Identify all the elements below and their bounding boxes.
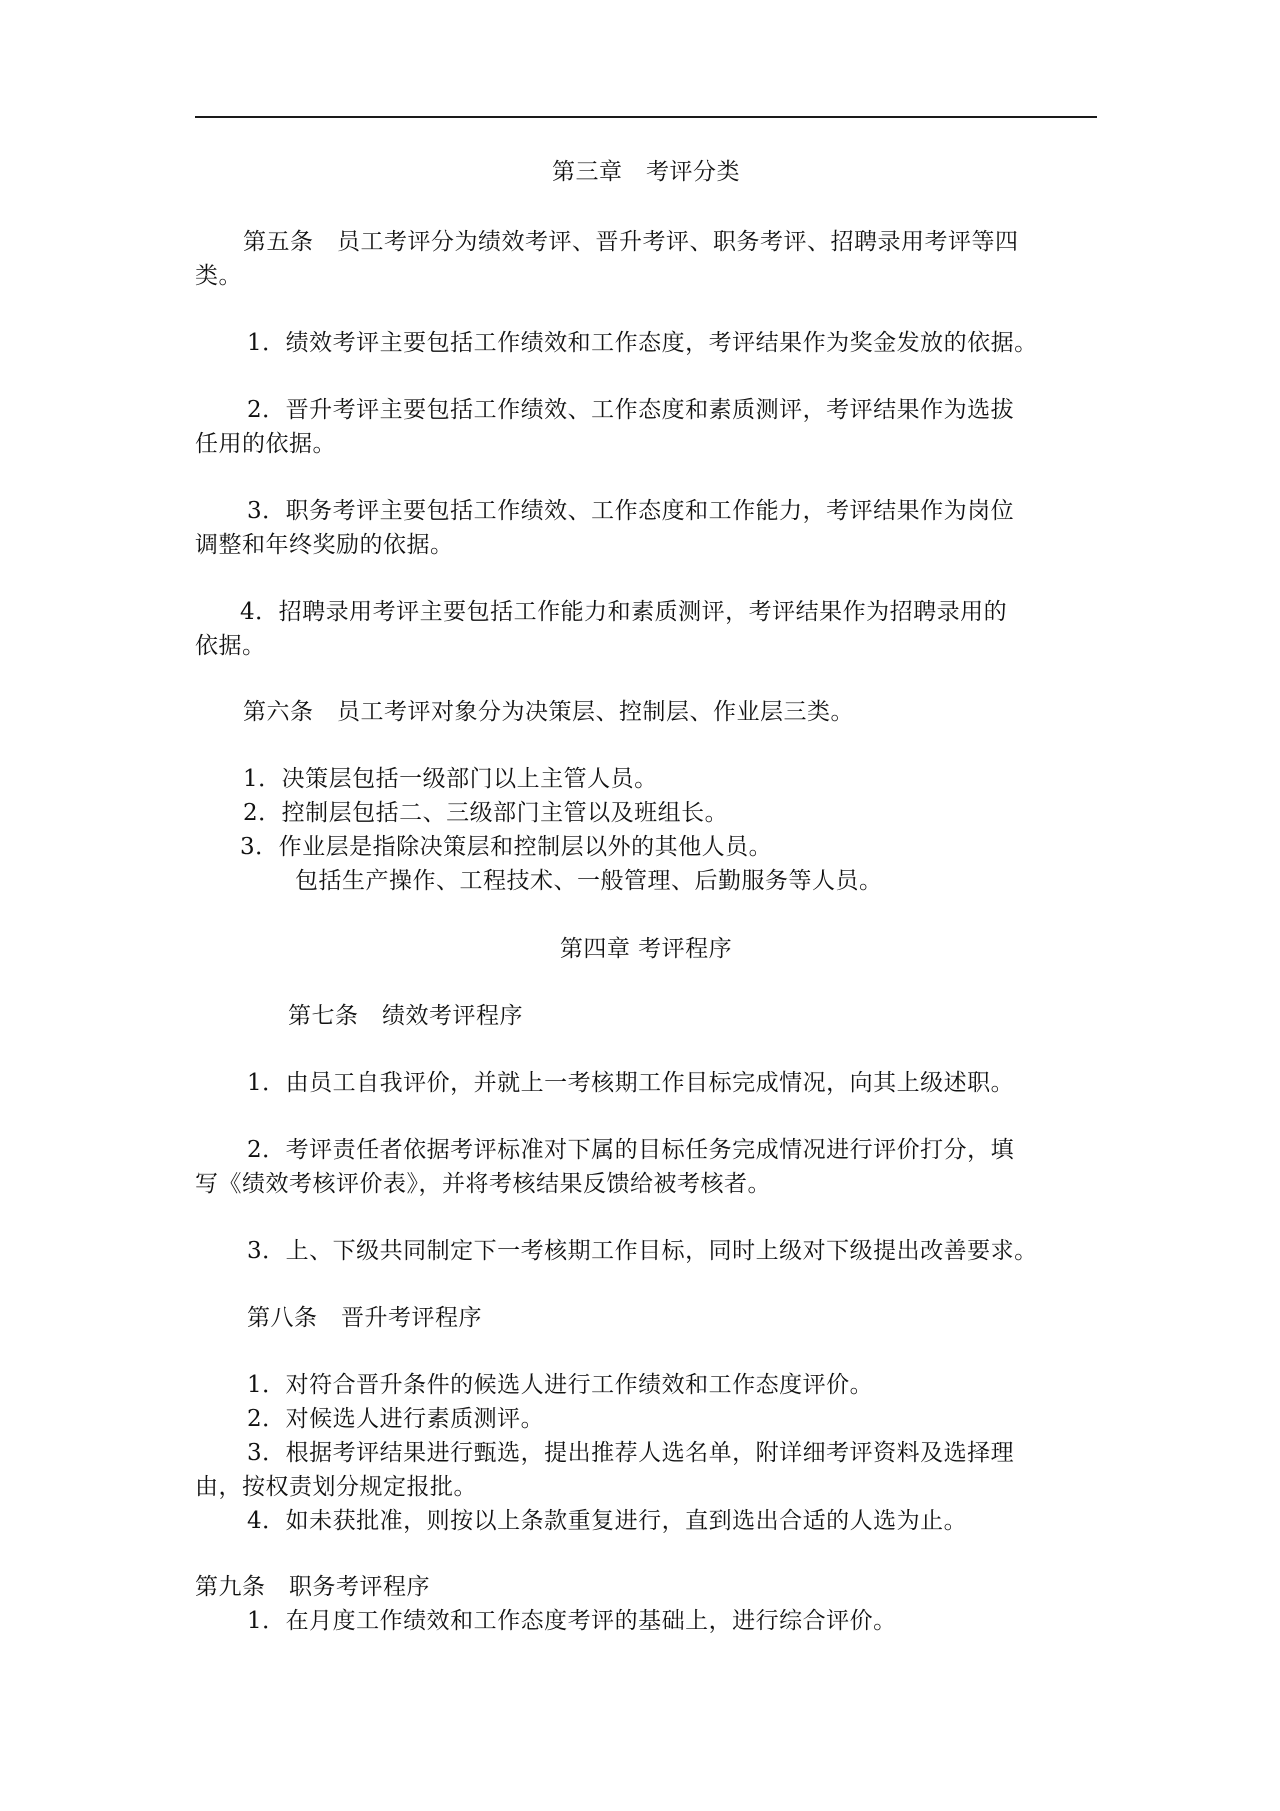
article-5-item-4-line-1: 4．招聘录用考评主要包括工作能力和素质测评，考评结果作为招聘录用的 [240,599,1008,625]
article-5-item-3-line-2: 调整和年终奖励的依据。 [195,532,454,558]
article-8-item-4: 4．如未获批准，则按以上条款重复进行，直到选出合适的人选为止。 [247,1508,968,1534]
header-rule [195,116,1097,118]
article-7-item-1: 1．由员工自我评价，并就上一考核期工作目标完成情况，向其上级述职。 [247,1070,1015,1096]
article-6-item-2: 2．控制层包括二、三级部门主管以及班组长。 [243,800,729,826]
article-6-extra: 包括生产操作、工程技术、一般管理、后勤服务等人员。 [295,868,883,894]
article-6-title: 第六条 员工考评对象分为决策层、控制层、作业层三类。 [243,699,854,725]
article-8-item-1: 1．对符合晋升条件的候选人进行工作绩效和工作态度评价。 [247,1372,874,1398]
article-7-item-3: 3．上、下级共同制定下一考核期工作目标，同时上级对下级提出改善要求。 [247,1238,1038,1264]
article-7-item-2-line-2: 写《绩效考核评价表》，并将考核结果反馈给被考核者。 [195,1171,771,1197]
article-5-item-2-line-2: 任用的依据。 [195,431,336,457]
article-5-line-1: 第五条 员工考评分为绩效考评、晋升考评、职务考评、招聘录用考评等四 [243,229,1019,255]
article-9-item-1: 1．在月度工作绩效和工作态度考评的基础上，进行综合评价。 [247,1608,897,1634]
article-5-line-2: 类。 [195,263,242,289]
article-5-item-1: 1．绩效考评主要包括工作绩效和工作态度，考评结果作为奖金发放的依据。 [247,330,1038,356]
article-5-item-4-line-2: 依据。 [195,633,266,659]
chapter-4-title: 第四章 考评程序 [559,936,733,962]
article-9-title: 第九条 职务考评程序 [195,1574,430,1600]
article-8-item-2: 2．对候选人进行素质测评。 [247,1406,545,1432]
article-5-item-2-line-1: 2．晋升考评主要包括工作绩效、工作态度和素质测评，考评结果作为选拔 [247,397,1015,423]
article-6-item-3: 3．作业层是指除决策层和控制层以外的其他人员。 [240,834,773,860]
article-6-item-1: 1．决策层包括一级部门以上主管人员。 [243,766,658,792]
article-8-item-3-line-1: 3．根据考评结果进行甄选，提出推荐人选名单，附详细考评资料及选择理 [247,1440,1015,1466]
chapter-3-title: 第三章 考评分类 [552,159,740,185]
article-7-title: 第七条 绩效考评程序 [288,1003,523,1029]
article-5-item-3-line-1: 3．职务考评主要包括工作绩效、工作态度和工作能力，考评结果作为岗位 [247,498,1015,524]
article-8-item-3-line-2: 由，按权责划分规定报批。 [195,1474,477,1500]
article-7-item-2-line-1: 2．考评责任者依据考评标准对下属的目标任务完成情况进行评价打分，填 [247,1137,1015,1163]
article-8-title: 第八条 晋升考评程序 [247,1305,482,1331]
